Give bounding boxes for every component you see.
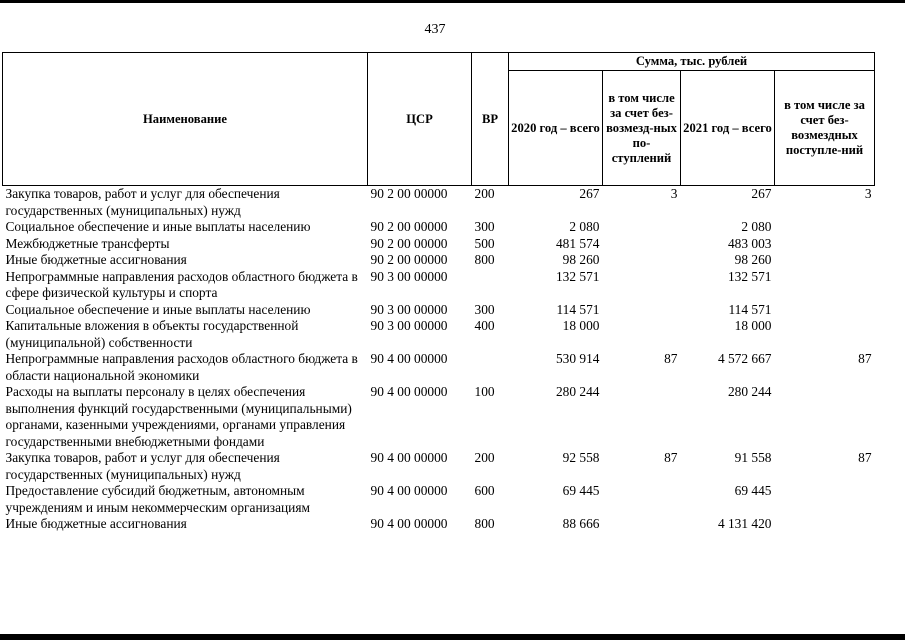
header-2021-total: 2021 год – всего <box>681 71 775 186</box>
cell-2020-free <box>603 236 681 253</box>
cell-vr: 600 <box>474 483 495 498</box>
table-body <box>3 186 875 533</box>
cell-2021-free <box>775 516 875 533</box>
cell-vr <box>472 351 509 384</box>
cell-2020-total: 267 <box>579 186 600 201</box>
budget-table <box>2 52 875 533</box>
cell-vr: 800 <box>474 516 495 531</box>
cell-vr: 400 <box>474 318 495 333</box>
cell-vr: 200 <box>474 186 495 201</box>
cell-csr: 90 4 00 00000 <box>370 351 448 366</box>
cell-name: Иные бюджетные ассигнования <box>5 516 187 531</box>
cell-name: Расходы на выплаты персоналу в целях обеспечения выполнения функций государственными (муниципальными) органами, казенными учреждениями, органами управления государственными внебюджетными фондами <box>5 384 352 449</box>
cell-vr: 300 <box>474 301 495 317</box>
table-row <box>3 318 875 351</box>
table-row <box>3 252 875 269</box>
cell-2021-free <box>775 219 875 236</box>
cell-2021-total: 69 445 <box>734 483 772 498</box>
cell-2021-free: 87 <box>858 450 872 465</box>
table-row <box>3 483 875 516</box>
cell-name: Непрограммные направления расходов областного бюджета в сфере физической культуры и спорта <box>5 268 358 300</box>
header-2021-free: в том числе за счет без-возмездных поступле-ний <box>775 71 875 186</box>
cell-2021-total: 98 260 <box>734 252 772 267</box>
cell-2020-free: 87 <box>664 450 678 465</box>
table-row <box>3 236 875 253</box>
cell-csr: 90 3 00 00000 <box>370 301 448 317</box>
cell-name: Предоставление субсидий бюджетным, автономным учреждениям и иным некоммерческим организациям <box>5 483 310 515</box>
cell-vr: 200 <box>474 450 495 465</box>
cell-2021-total: 4 572 667 <box>717 351 772 366</box>
cell-2020-total: 69 445 <box>562 483 600 498</box>
cell-2020-total: 530 914 <box>555 351 600 366</box>
cell-2020-free <box>603 252 681 269</box>
cell-2021-total: 2 080 <box>741 219 772 234</box>
cell-2020-total: 481 574 <box>555 235 600 251</box>
cell-2021-total: 18 000 <box>734 318 772 333</box>
cell-csr: 90 2 00 00000 <box>370 252 448 267</box>
table-row <box>3 351 875 384</box>
cell-name: Социальное обеспечение и иные выплаты населению <box>5 301 311 317</box>
cell-2020-total: 132 571 <box>555 268 600 284</box>
header-vr: ВР <box>472 53 509 186</box>
cell-2020-free <box>603 219 681 236</box>
cell-2021-free <box>775 269 875 302</box>
cell-2021-total: 114 571 <box>728 301 772 317</box>
header-2020-total: 2020 год – всего <box>509 71 603 186</box>
cell-2020-total: 280 244 <box>555 384 600 399</box>
table-row <box>3 269 875 302</box>
cell-2020-total: 92 558 <box>562 450 600 465</box>
cell-2020-free <box>603 318 681 351</box>
cell-vr: 300 <box>474 219 495 234</box>
cell-vr: 100 <box>474 384 495 399</box>
cell-vr: 500 <box>474 235 495 251</box>
cell-csr: 90 4 00 00000 <box>370 516 448 531</box>
cell-csr: 90 4 00 00000 <box>370 450 448 465</box>
cell-name: Иные бюджетные ассигнования <box>5 252 187 267</box>
cell-2020-free: 87 <box>664 351 678 366</box>
cell-2021-free <box>775 302 875 319</box>
header-csr: ЦСР <box>368 53 472 186</box>
cell-csr: 90 3 00 00000 <box>370 268 448 284</box>
table-row <box>3 186 875 220</box>
scan-border-top <box>0 0 905 3</box>
cell-vr: 800 <box>474 252 495 267</box>
header-name: Наименование <box>3 53 368 186</box>
cell-name: Закупка товаров, работ и услуг для обеспечения государственных (муниципальных) нужд <box>5 450 280 482</box>
cell-csr: 90 3 00 00000 <box>370 318 448 333</box>
cell-2021-free: 3 <box>864 186 872 201</box>
cell-2020-total: 98 260 <box>562 252 600 267</box>
page-number: 437 <box>424 22 446 37</box>
cell-2021-free: 87 <box>858 351 872 366</box>
cell-csr: 90 2 00 00000 <box>370 235 448 251</box>
table-row <box>3 450 875 483</box>
cell-2021-free <box>775 318 875 351</box>
cell-2020-free <box>603 302 681 319</box>
cell-csr: 90 4 00 00000 <box>370 483 448 498</box>
table-row <box>3 516 875 533</box>
cell-2020-total: 88 666 <box>562 516 600 531</box>
cell-2020-free: 3 <box>670 186 678 201</box>
cell-csr: 90 2 00 00000 <box>370 219 448 234</box>
cell-name: Закупка товаров, работ и услуг для обеспечения государственных (муниципальных) нужд <box>5 186 280 218</box>
cell-2020-free <box>603 483 681 516</box>
cell-2021-total: 267 <box>751 186 772 201</box>
cell-2020-free <box>603 269 681 302</box>
cell-2021-total: 483 003 <box>727 235 772 251</box>
table-row <box>3 219 875 236</box>
scan-border-bottom <box>0 634 905 640</box>
header-sum-title: Сумма, тыс. рублей <box>509 53 875 71</box>
cell-2020-total: 18 000 <box>562 318 600 333</box>
cell-2021-free <box>775 384 875 450</box>
cell-csr: 90 4 00 00000 <box>370 384 448 399</box>
cell-name: Непрограммные направления расходов областного бюджета в области национальной экономики <box>5 351 358 383</box>
cell-2021-free <box>775 483 875 516</box>
cell-2021-free <box>775 252 875 269</box>
cell-name: Межбюджетные трансферты <box>5 235 170 251</box>
cell-name: Социальное обеспечение и иные выплаты населению <box>5 219 311 234</box>
table-row <box>3 384 875 450</box>
cell-2021-total: 91 558 <box>734 450 772 465</box>
cell-2021-total: 4 131 420 <box>717 516 772 531</box>
cell-2021-free <box>775 236 875 253</box>
table-row <box>3 302 875 319</box>
cell-vr <box>472 269 509 302</box>
cell-2021-total: 280 244 <box>727 384 772 399</box>
cell-2020-free <box>603 384 681 450</box>
cell-2020-total: 114 571 <box>556 301 600 317</box>
header-2020-free: в том числе за счет без-возмезд-ных по-ступлений <box>603 71 681 186</box>
cell-csr: 90 2 00 00000 <box>370 186 448 201</box>
cell-2020-total: 2 080 <box>569 219 600 234</box>
cell-2021-total: 132 571 <box>727 268 772 284</box>
cell-name: Капитальные вложения в объекты государственной (муниципальной) собственности <box>5 318 299 350</box>
cell-2020-free <box>603 516 681 533</box>
